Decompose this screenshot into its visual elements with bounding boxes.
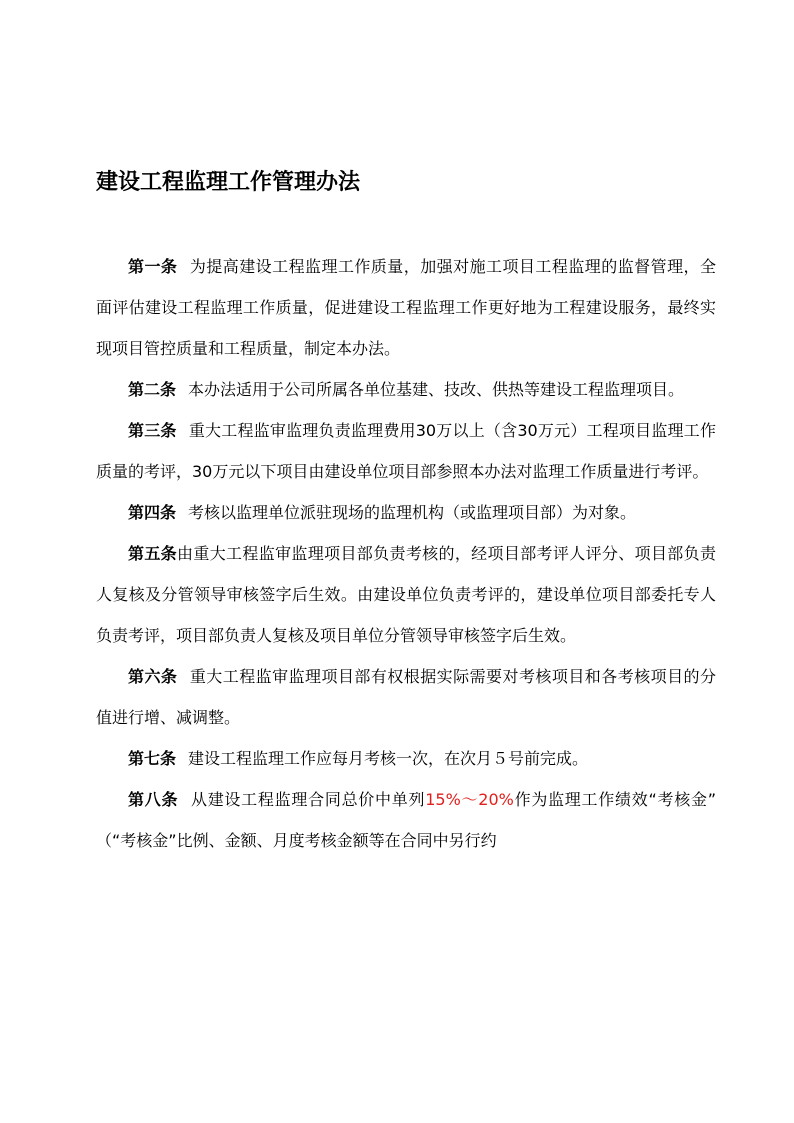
article-7 xyxy=(96,738,716,779)
article-2-number: 第二条 xyxy=(128,380,177,399)
article-1 xyxy=(96,246,716,369)
article-6 xyxy=(96,656,716,738)
article-2 xyxy=(96,369,716,410)
article-6-text: 重大工程监审监理项目部有权根据实际需要对考核项目和各考核项目的分值进行增、减调整。 xyxy=(96,667,716,727)
article-3 xyxy=(96,410,716,492)
article-5-text: 由重大工程监审监理项目部负责考核的，经项目部考评人评分、项目部负责人复核及分管领导审核签字后生效。由建设单位负责考评的，建设单位项目部委托专人负责考评，项目部负责人复核及项目单位分管领导审核签字后生效。 xyxy=(96,544,716,645)
article-4-number: 第四条 xyxy=(128,503,177,522)
article-2-text: 本办法适用于公司所属各单位基建、技改、供热等建设工程监理项目。 xyxy=(188,380,685,399)
article-1-number: 第一条 xyxy=(128,257,178,276)
document-body xyxy=(96,246,733,861)
article-7-number: 第七条 xyxy=(128,749,177,768)
article-7-text: 建设工程监理工作应每月考核一次，在次月５号前完成。 xyxy=(188,749,589,768)
article-8 xyxy=(96,779,733,861)
article-5 xyxy=(96,533,716,656)
article-8-text-before: 从建设工程监理合同总价中单列 xyxy=(190,790,426,809)
article-3-number: 第三条 xyxy=(128,421,177,440)
article-1-text: 为提高建设工程监理工作质量，加强对施工项目工程监理的监督管理，全面评估建设工程监理工作质量，促进建设工程监理工作更好地为工程建设服务，最终实现项目管控质量和工程质量，制定本办法。 xyxy=(96,257,716,358)
article-8-text-after: 作为监理工作绩效“考核金” （“考核金”比例、金额、月度考核金额等在合同中另行约 xyxy=(96,790,733,850)
document-title: 建设工程监理工作管理办法 xyxy=(96,169,361,195)
article-5-number: 第五条 xyxy=(128,544,178,563)
article-4 xyxy=(96,492,716,533)
article-4-text: 考核以监理单位派驻现场的监理机构（或监理项目部）为对象。 xyxy=(188,503,637,522)
article-8-highlight-percentage: 15%～20% xyxy=(425,790,514,809)
article-3-text: 重大工程监审监理负责监理费用30万以上（含30万元）工程项目监理工作质量的考评，30万元以下项目由建设单位项目部参照本办法对监理工作质量进行考评。 xyxy=(96,421,716,481)
article-6-number: 第六条 xyxy=(128,667,178,686)
article-8-number: 第八条 xyxy=(128,790,179,809)
